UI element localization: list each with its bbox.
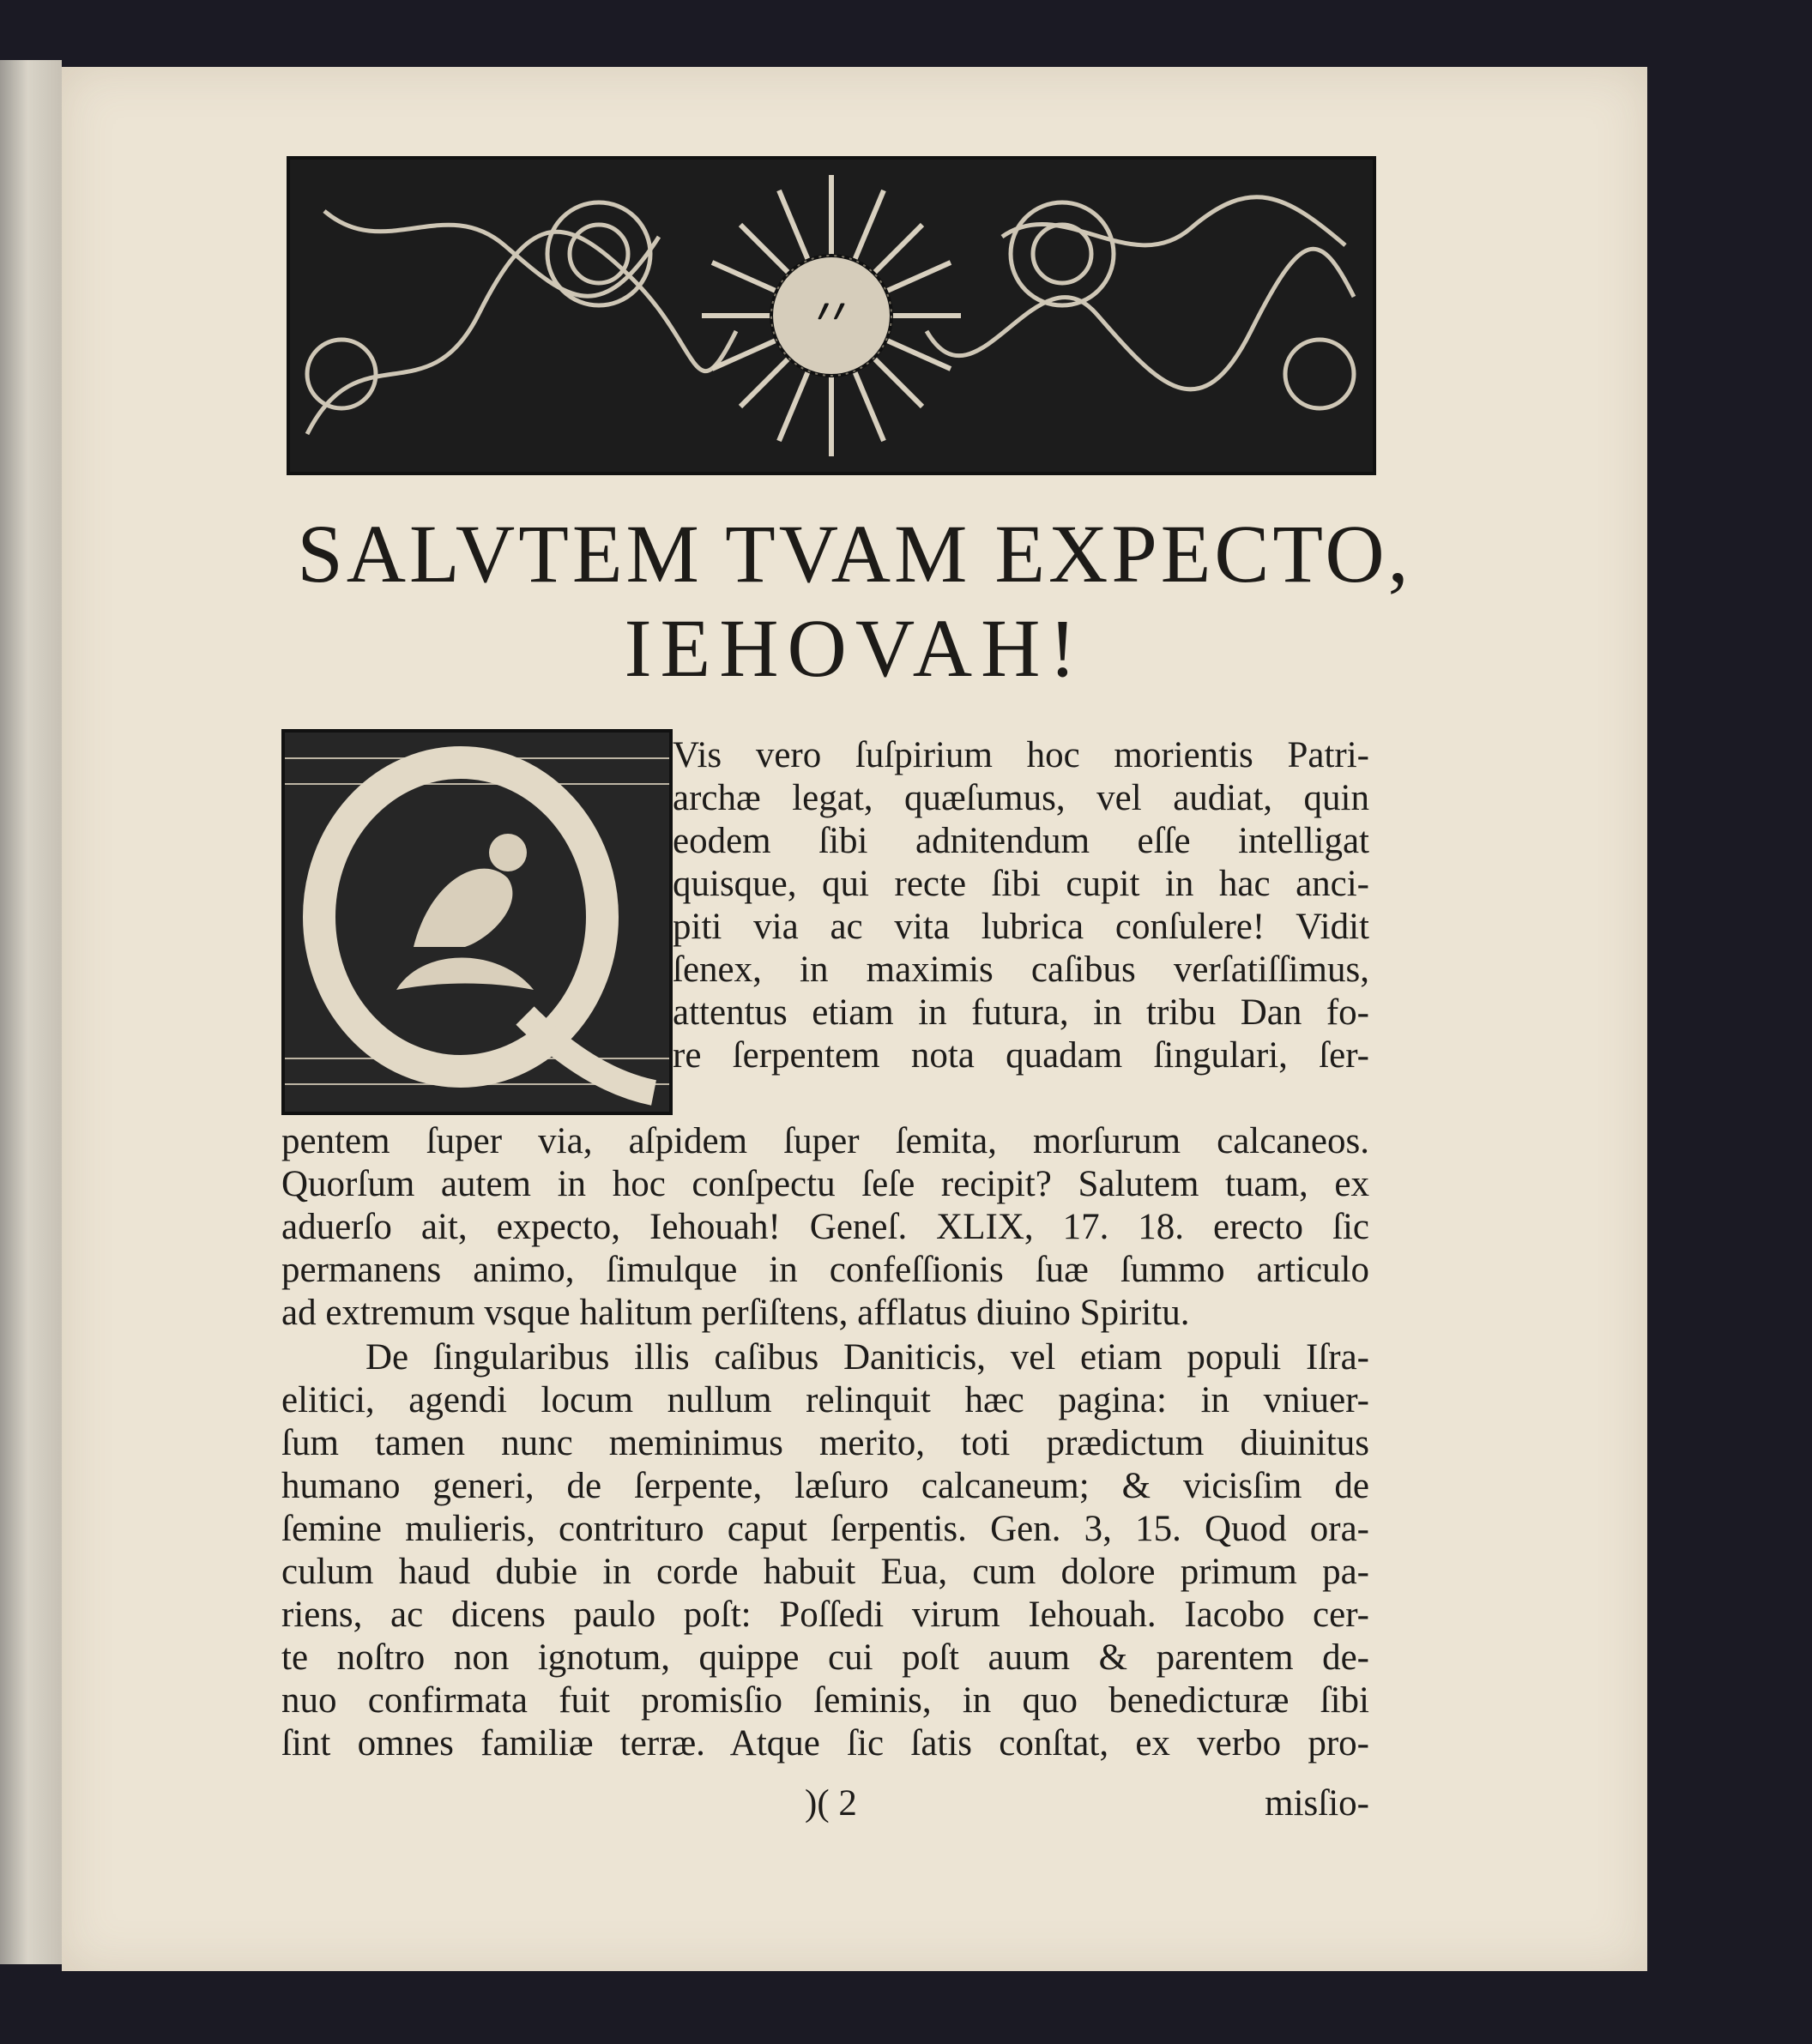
text-line: De ſingularibus illis caſibus Daniticis, vel etiam populi Iſra- xyxy=(365,1337,1369,1378)
decorated-initial-q xyxy=(281,729,673,1115)
catchword: misſio- xyxy=(1265,1783,1369,1824)
text-line: ſum tamen nunc meminimus merito, toti prædictum diuinitus xyxy=(281,1423,1369,1463)
signature-mark: )( 2 xyxy=(805,1783,857,1824)
page-footer xyxy=(281,1782,1369,1825)
text-line: attentus etiam in futura, in tribu Dan fo- xyxy=(673,992,1369,1033)
text-line: permanens animo, ſimulque in confeſſionis ſuæ ſummo articulo xyxy=(281,1250,1369,1290)
text-line: Quorſum autem in hoc conſpectu ſeſe recipit? Salutem tuam, ex xyxy=(281,1164,1369,1204)
text-line: elitici, agendi locum nullum relinquit hæc pagina: in vniuer- xyxy=(281,1380,1369,1420)
text-line: re ſerpentem nota quadam ſingulari, ſer- xyxy=(673,1035,1369,1076)
text-line: quisque, qui recte ſibi cupit in hac anci- xyxy=(673,864,1369,904)
adjacent-page-edge xyxy=(0,60,62,1964)
svg-text:׳׳: ׳׳ xyxy=(815,278,848,358)
text-line: ſenex, in maximis caſibus verſatiſſimus, xyxy=(673,950,1369,990)
text-line: Vis vero ſuſpirium hoc morientis Patri- xyxy=(673,735,1369,775)
text-line: ſemine mulieris, contrituro caput ſerpentis. Gen. 3, 15. Quod ora- xyxy=(281,1509,1369,1549)
text-line: riens, ac dicens paulo poſt: Poſſedi virum Iehouah. Iacobo cer- xyxy=(281,1595,1369,1635)
text-line: nuo confirmata fuit promisſio ſeminis, in quo benedicturæ ſibi xyxy=(281,1680,1369,1721)
paragraph-2 xyxy=(281,1336,1369,1765)
text-line: humano generi, de ſerpente, læſuro calcaneum; & vicisſim de xyxy=(281,1466,1369,1506)
text-line: ſint omnes familiæ terræ. Atque ſic ſatis conſtat, ex verbo pro- xyxy=(281,1723,1369,1764)
paragraph-1-beside-initial xyxy=(673,734,1369,1077)
text-line: culum haud dubie in corde habuit Eua, cum dolore primum pa- xyxy=(281,1552,1369,1592)
text-line: pentem ſuper via, aſpidem ſuper ſemita, morſurum calcaneos. xyxy=(281,1121,1369,1161)
book-page xyxy=(62,67,1647,1971)
page-title-line2: IEHOVAH! xyxy=(624,602,1085,694)
text-line: archæ legat, quæſumus, vel audiat, quin xyxy=(673,778,1369,818)
text-line: ad extremum vsque halitum perſiſtens, afflatus diuino Spiritu. xyxy=(281,1293,1190,1333)
text-line: aduerſo ait, expecto, Iehouah! Geneſ. XLIX, 17. 18. erecto ſic xyxy=(281,1207,1369,1247)
text-line: eodem ſibi adnitendum eſſe intelligat xyxy=(673,821,1369,861)
text-line: piti via ac vita lubrica conſulere! Vidit xyxy=(673,907,1369,947)
page-title-line1: SALVTEM TVAM EXPECTO, xyxy=(297,508,1412,600)
paragraph-1-continued xyxy=(281,1120,1369,1335)
text-line: te noſtro non ignotum, quippe cui poſt auum & parentem de- xyxy=(281,1637,1369,1678)
headpiece-ornament xyxy=(287,156,1376,475)
